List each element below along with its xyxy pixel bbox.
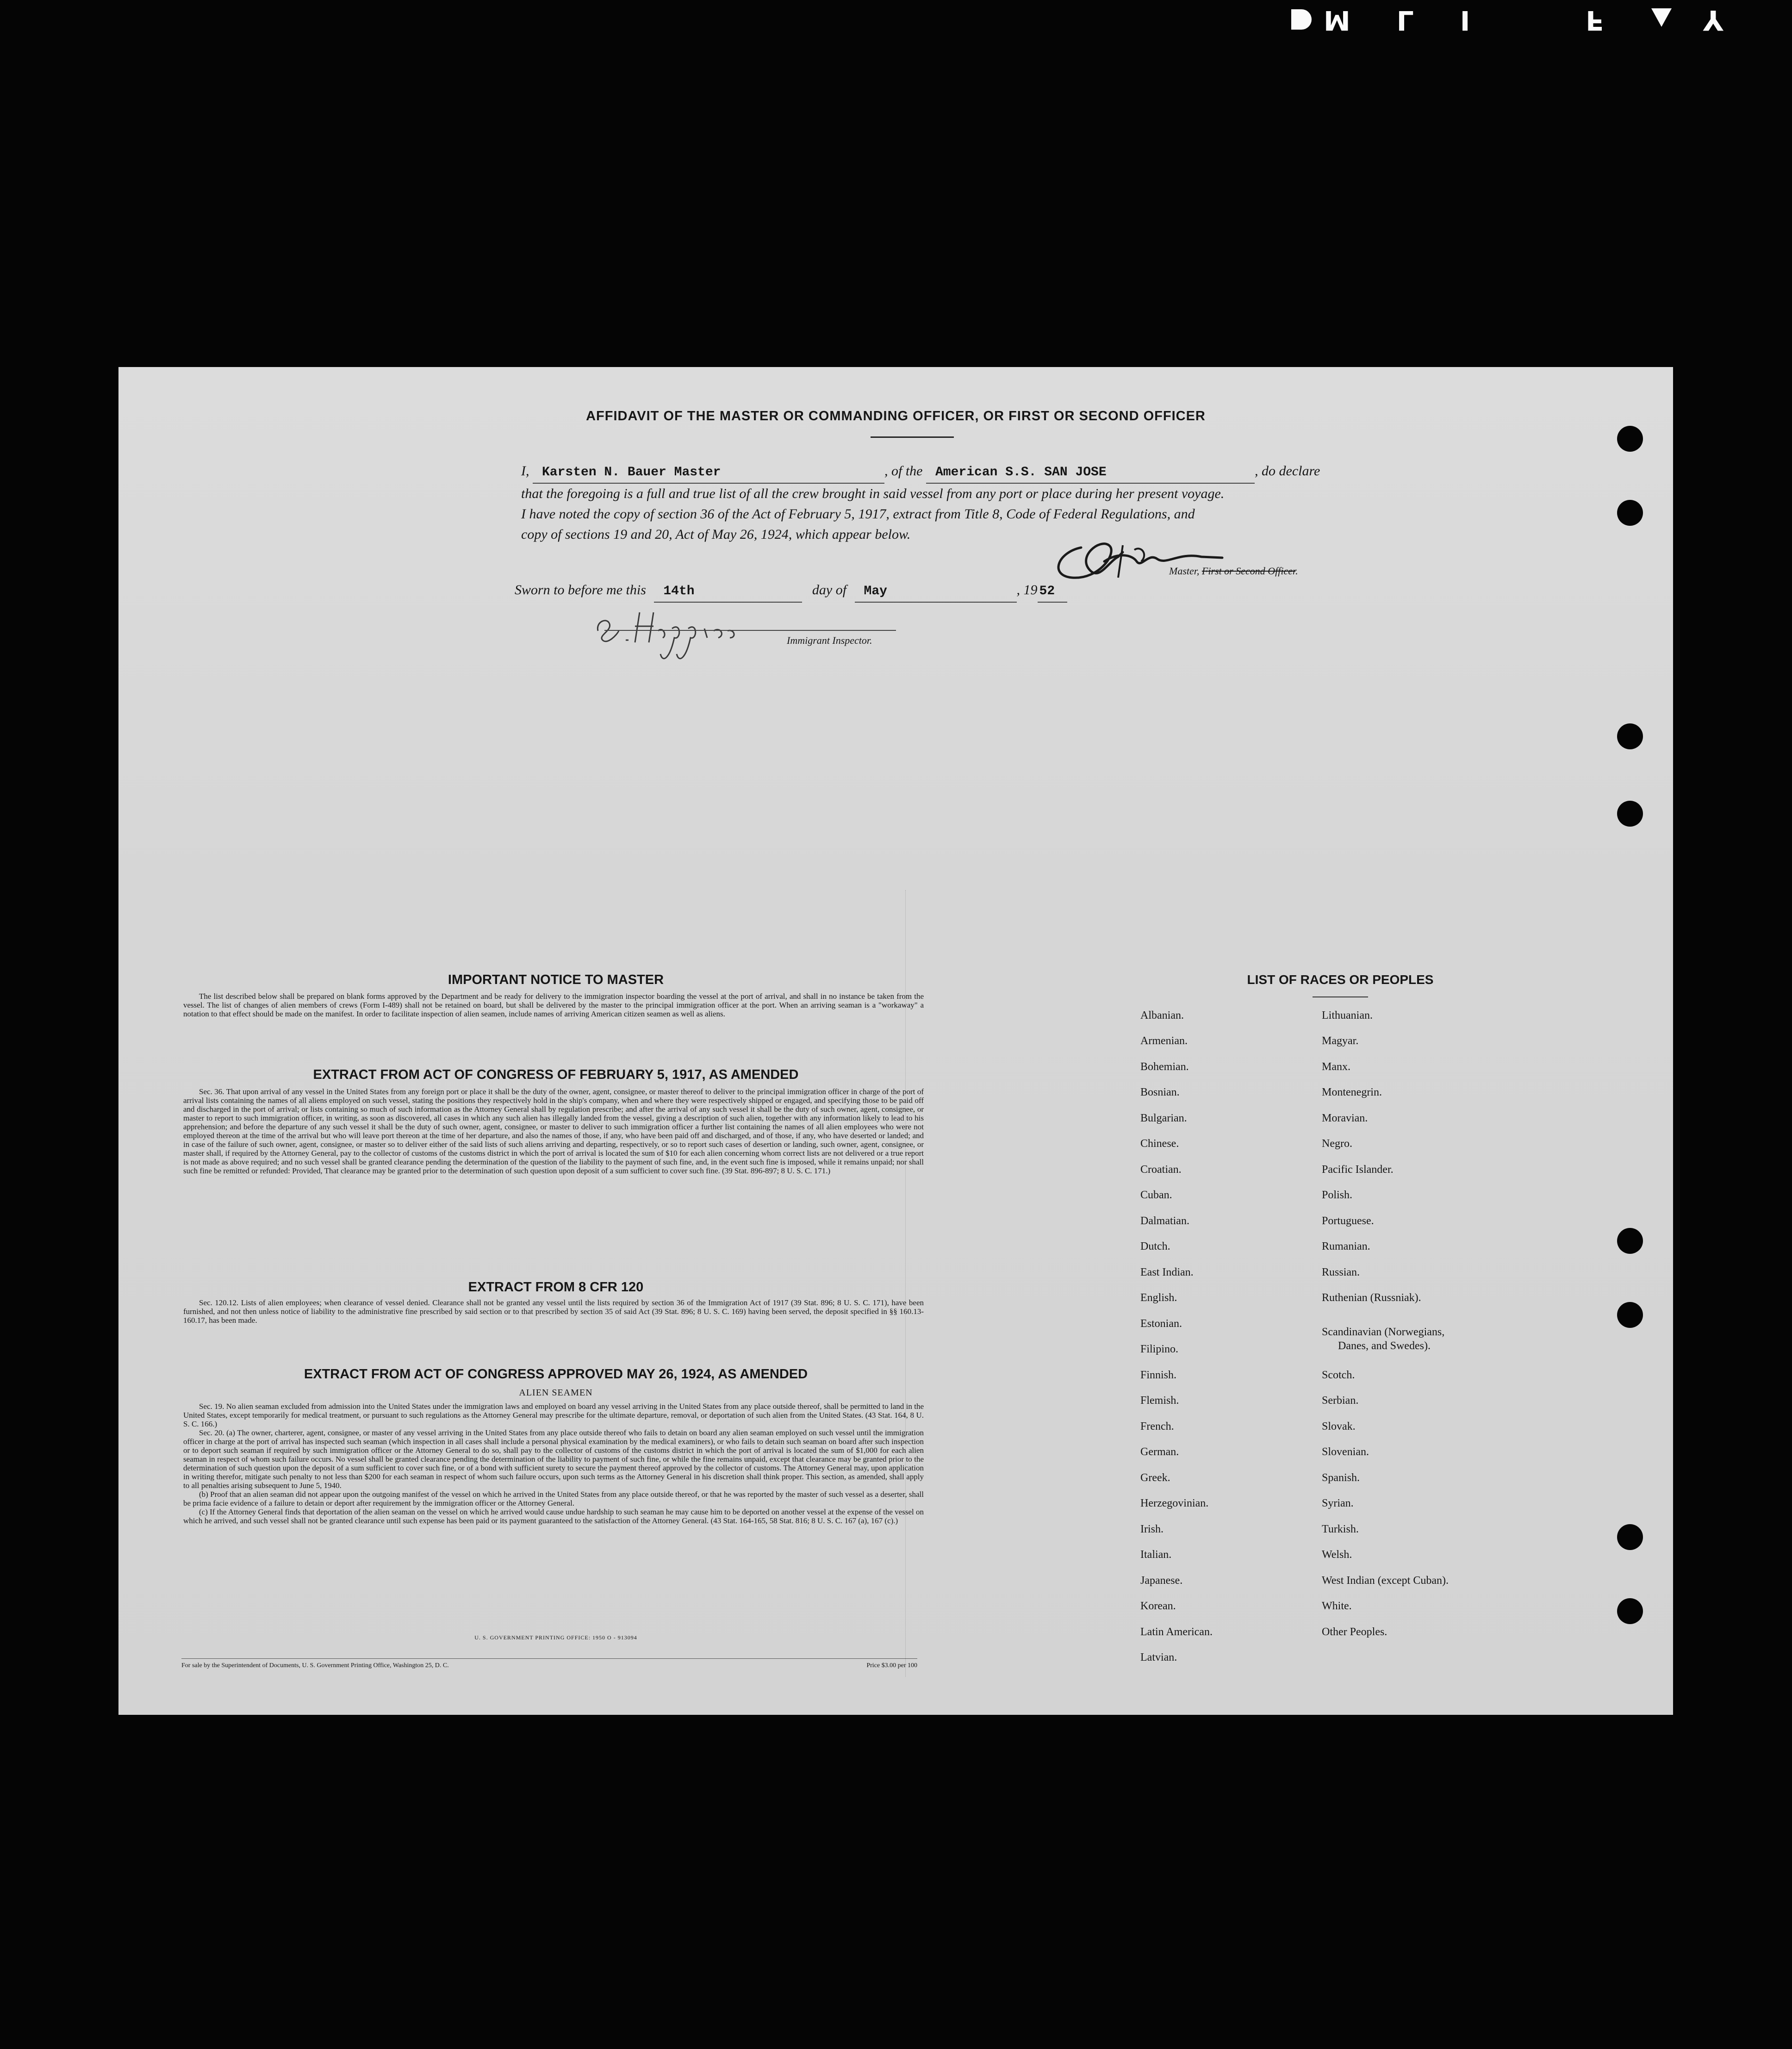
race-item: Ruthenian (Russniak). bbox=[1322, 1292, 1421, 1304]
race-item: German. bbox=[1140, 1446, 1179, 1458]
extract-cfr-title: EXTRACT FROM 8 CFR 120 bbox=[468, 1280, 644, 1295]
notice-text: The list described below shall be prepared on blank forms approved by the Department and be ready for delivery to the immigration inspector boarding the vessel at the port of arrival, and shall in no instance be taken from the vessel. The list of changes of alien members of crews (Form I-489) shall not be retained on board, but shall be delivered by the master to the principal immigration officer at the port. When an arriving seaman is a "workaway" a notation to that effect should be made on the manifest. In order to facilitate inspection of alien seamen, include names of arriving American citizen seamen as well as aliens. bbox=[183, 992, 924, 1018]
film-mark-y: Y bbox=[1703, 4, 1724, 36]
race-item: Bulgarian. bbox=[1140, 1112, 1187, 1124]
race-item: Scandinavian (Norwegians, bbox=[1322, 1326, 1445, 1338]
extract-1924-subtitle: ALIEN SEAMEN bbox=[519, 1388, 593, 1398]
race-item: Portuguese. bbox=[1322, 1215, 1374, 1227]
do-declare-label: , do declare bbox=[1255, 463, 1320, 479]
declaration-line-2: that the foregoing is a full and true list of all the crew brought in said vessel from any port or place during her present voyage. bbox=[521, 486, 1225, 501]
film-mark-i: I bbox=[1460, 5, 1470, 36]
inspector-caption: Immigrant Inspector. bbox=[787, 635, 872, 646]
declaration-line-4: copy of sections 19 and 20, Act of May 26, 1924, which appear below. bbox=[521, 527, 911, 542]
race-item: Scotch. bbox=[1322, 1369, 1355, 1381]
master-signature-caption: Master, First or Second Officer. bbox=[1169, 565, 1298, 577]
extract-1917-title: EXTRACT FROM ACT OF CONGRESS OF FEBRUARY 5, 1917, AS AMENDED bbox=[313, 1067, 799, 1082]
punch-hole bbox=[1617, 801, 1643, 827]
race-item: West Indian (except Cuban). bbox=[1322, 1575, 1449, 1587]
race-item: Chinese. bbox=[1140, 1138, 1179, 1150]
of-the-label: , of the bbox=[884, 463, 923, 479]
master-name: Karsten N. Bauer Master bbox=[542, 465, 721, 480]
punch-hole bbox=[1617, 1228, 1643, 1254]
race-item: Moravian. bbox=[1322, 1112, 1368, 1124]
punch-hole bbox=[1617, 426, 1643, 452]
document-page bbox=[118, 367, 1673, 1715]
race-item: Magyar. bbox=[1322, 1035, 1359, 1047]
races-title-rule bbox=[1313, 996, 1368, 997]
film-mark-l: L bbox=[1396, 5, 1414, 36]
race-item: Italian. bbox=[1140, 1549, 1172, 1561]
extract-cfr-text: Sec. 120.12. Lists of alien employees; when clearance of vessel denied. Clearance shall not be granted any vessel until the lists required by section 36 of the Immigration Act of 1917 (39 Stat. 896; 8 U. S. C. 171), have been furnished, and not then unless notice of liability to the administrative fine prescribed by said section or to that prescribed by section 35 of said Act (39 Stat. 896; 8 U. S. C. 169) having been served, the deposit specified in §§ 160.13-160.17, has been made. bbox=[183, 1298, 924, 1325]
race-item: Spanish. bbox=[1322, 1472, 1360, 1484]
race-item: Turkish. bbox=[1322, 1523, 1359, 1535]
race-item: Syrian. bbox=[1322, 1497, 1354, 1509]
race-item: Cuban. bbox=[1140, 1189, 1172, 1201]
film-triangle-mark bbox=[1651, 8, 1672, 27]
punch-hole bbox=[1617, 500, 1643, 526]
punch-hole bbox=[1617, 1524, 1643, 1550]
race-item: Latvian. bbox=[1140, 1651, 1177, 1663]
race-item: White. bbox=[1322, 1600, 1352, 1612]
price-note: Price $3.00 per 100 bbox=[866, 1662, 917, 1669]
affidavit-title: AFFIDAVIT OF THE MASTER OR COMMANDING OFFICER, OR FIRST OR SECOND OFFICER bbox=[586, 409, 1206, 424]
race-item: Albanian. bbox=[1140, 1009, 1184, 1021]
sec-20b: (b) Proof that an alien seaman did not appear upon the outgoing manifest of the vessel on which he arrived in the United States from any place outside thereof, or that he was reported by the master of such vessel as a deserter, shall be prima facie evidence of a failure to detain or deport after requirement by the immigration officer or the Attorney General. bbox=[183, 1490, 924, 1507]
race-item: Bosnian. bbox=[1140, 1086, 1180, 1098]
race-item: Serbian. bbox=[1322, 1395, 1359, 1407]
sworn-day: 14th bbox=[663, 584, 695, 598]
race-item: Polish. bbox=[1322, 1189, 1353, 1201]
race-item: Croatian. bbox=[1140, 1164, 1182, 1176]
race-item: Pacific Islander. bbox=[1322, 1164, 1394, 1176]
race-item: Korean. bbox=[1140, 1600, 1176, 1612]
race-item: Greek. bbox=[1140, 1472, 1170, 1484]
race-item: Dalmatian. bbox=[1140, 1215, 1189, 1227]
race-item: Dutch. bbox=[1140, 1240, 1170, 1252]
race-item: Slovenian. bbox=[1322, 1446, 1369, 1458]
race-item: East Indian. bbox=[1140, 1266, 1194, 1278]
race-item: Armenian. bbox=[1140, 1035, 1188, 1047]
sale-notice: For sale by the Superintendent of Documents, U. S. Government Printing Office, Washington 25, D. C. Price $3.00 per 100 bbox=[181, 1662, 917, 1669]
gpo-imprint: U. S. GOVERNMENT PRINTING OFFICE: 1950 O - 913094 bbox=[474, 1634, 637, 1641]
sworn-statement: Sworn to before me this 14th day of May , 19 52 bbox=[515, 580, 1067, 603]
race-item: Finnish. bbox=[1140, 1369, 1177, 1381]
sec-20c: (c) If the Attorney General finds that deportation of the alien seaman on the vessel on which he arrived would cause undue hardship to such seaman he may cause him to be deported on another vessel at the expense of the vessel on which he arrived, and such vessel shall not be granted clearance until such expense has been paid or its payment guaranteed to the satisfaction of the Attorney General. (43 Stat. 164-165, 58 Stat. 816; 8 U. S. C. 167 (a), 167 (c).) bbox=[183, 1507, 924, 1525]
race-item: Filipino. bbox=[1140, 1343, 1179, 1355]
race-item: Danes, and Swedes). bbox=[1338, 1340, 1431, 1352]
race-item: Irish. bbox=[1140, 1523, 1164, 1535]
race-item: Other Peoples. bbox=[1322, 1626, 1388, 1638]
extract-1924-title: EXTRACT FROM ACT OF CONGRESS APPROVED MAY 26, 1924, AS AMENDED bbox=[304, 1367, 808, 1382]
extract-1917-text: Sec. 36. That upon arrival of any vessel in the United States from any foreign port or place it shall be the duty of the owner, agent, consignee, or master thereof to deliver to the principal immigration officer in charge of the port of arrival lists containing the names of all aliens employed on such vessel, stating the positions they respectively hold in the ship's company, when and where they were respectively shipped or engaged, and specifying those to be paid off and discharged in the port of arrival; or lists containing so much of such information as the Attorney General shall by regulation prescribe; and after the arrival of any such vessel it shall be the duty of such owner, agent, consignee, or master to report to such immigration officer, in writing, as soon as discovered, all cases in which any such alien has illegally landed from the vessel, giving a description of such alien, together with any information likely to lead to his apprehension; and before the departure of any such vessel it shall be the duty of such owner, agent, consignee, or master to deliver to such immigration officer a further list containing the names of all alien employees who were not employed thereon at the time of the arrival but who will leave port thereon at the time of her departure, and also the names of those, if any, who have been paid off and discharged, and of those, if any, who have deserted or landed; and in case of the failure of such owner, agent, consignee, or master so to deliver either of the said lists of such aliens arriving and departing, respectively, or so to report such cases of desertion or landing, such owner, agent, consignee, or master shall, if required by the Attorney General, pay to the collector of customs of the customs district in which the port of arrival is located the sum of $10 for each alien concerning whom correct lists are not delivered or a true report is not made as above required; and no such vessel shall be granted clearance pending the determination of the question of the liability to the payment of such fine, and, in the event such fine is imposed, while it remains unpaid; nor shall such fine be remitted or refunded: Provided, That clearance may be granted prior to the determination of such question upon deposit of a sum sufficient to cover such fine. (39 Stat. 896-897; 8 U. S. C. 171.) bbox=[183, 1087, 924, 1175]
film-code-marks bbox=[1287, 5, 1604, 36]
race-item: Rumanian. bbox=[1322, 1240, 1370, 1252]
races-title: LIST OF RACES OR PEOPLES bbox=[1247, 972, 1434, 987]
extract-1924-text bbox=[183, 1402, 924, 1525]
film-strip bbox=[0, 0, 1792, 42]
legal-notices bbox=[146, 367, 965, 1715]
race-item: English. bbox=[1140, 1292, 1177, 1304]
race-item: Lithuanian. bbox=[1322, 1009, 1373, 1021]
punch-hole bbox=[1617, 1302, 1643, 1328]
race-item: Bohemian. bbox=[1140, 1061, 1189, 1073]
sec-20a: Sec. 20. (a) The owner, charterer, agent, consignee, or master of any vessel arriving in the United States from any place outside thereof who fails to detain on board any alien seaman employed on such vessel until the immigration officer in charge at the port of arrival has inspected such seaman (which inspection in all cases shall include a personal physical examination by the medical examiners), or who fails to detain such seaman on board after such inspection or to deport such seaman if required by such immigration officer or the Attorney General to do so, shall pay to the collector of customs of the customs district in which the port of arrival is located the sum of $1,000 for each alien seaman in respect of whom such failure occurs. No vessel shall be granted clearance pending the determination of the liability to payment of such fine, or while the fine remains unpaid, except that clearance may be granted prior to the determination of such question upon the deposit of a sum sufficient to cover such fine, or of a bond with sufficient surety to secure the payment thereof approved by the collector of customs. The Attorney General may, upon application in writing therefor, mitigate such penalty to not less than $200 for each seaman in respect of whom such failure occurs, upon such terms as the Attorney General in his discretion shall think proper. This section, as amended, shall apply to all penalties arising subsequent to June 5, 1940. bbox=[183, 1428, 924, 1490]
declaration-line-3: I have noted the copy of section 36 of the Act of February 5, 1917, extract from Title 8, Code of Federal Regulations, and bbox=[521, 506, 1195, 522]
race-item: Welsh. bbox=[1322, 1549, 1352, 1561]
punch-hole bbox=[1617, 723, 1643, 749]
sworn-month: May bbox=[864, 584, 887, 598]
race-item: Flemish. bbox=[1140, 1395, 1179, 1407]
punch-hole bbox=[1617, 1598, 1643, 1624]
race-item: Japanese. bbox=[1140, 1575, 1183, 1587]
race-item: Manx. bbox=[1322, 1061, 1350, 1073]
sworn-year: 52 bbox=[1039, 584, 1055, 598]
i-label: I, bbox=[521, 463, 529, 479]
footer-rule bbox=[181, 1658, 917, 1659]
race-item: Russian. bbox=[1322, 1266, 1360, 1278]
race-item: French. bbox=[1140, 1420, 1174, 1432]
notice-title: IMPORTANT NOTICE TO MASTER bbox=[448, 972, 664, 987]
vessel-name: American S.S. SAN JOSE bbox=[935, 465, 1107, 480]
race-item: Estonian. bbox=[1140, 1318, 1182, 1330]
film-mark-f: F bbox=[1586, 5, 1604, 36]
master-signature bbox=[1049, 534, 1225, 589]
race-item: Slovak. bbox=[1322, 1420, 1356, 1432]
race-item: Herzegovinian. bbox=[1140, 1497, 1209, 1509]
sec-19: Sec. 19. No alien seaman excluded from admission into the United States under the immigration laws and employed on board any vessel arriving in the United States from any place outside thereof, shall be permitted to land in the United States, except temporarily for medical treatment, or pursuant to such regulations as the Attorney General may prescribe for the ultimate departure, removal, or deportation of such alien from the United States. (43 Stat. 164, 8 U. S. C. 166.) bbox=[183, 1402, 924, 1428]
race-item: Latin American. bbox=[1140, 1626, 1213, 1638]
film-mark-m: M bbox=[1324, 5, 1350, 36]
race-item: Montenegrin. bbox=[1322, 1086, 1382, 1098]
race-item: Negro. bbox=[1322, 1138, 1352, 1150]
